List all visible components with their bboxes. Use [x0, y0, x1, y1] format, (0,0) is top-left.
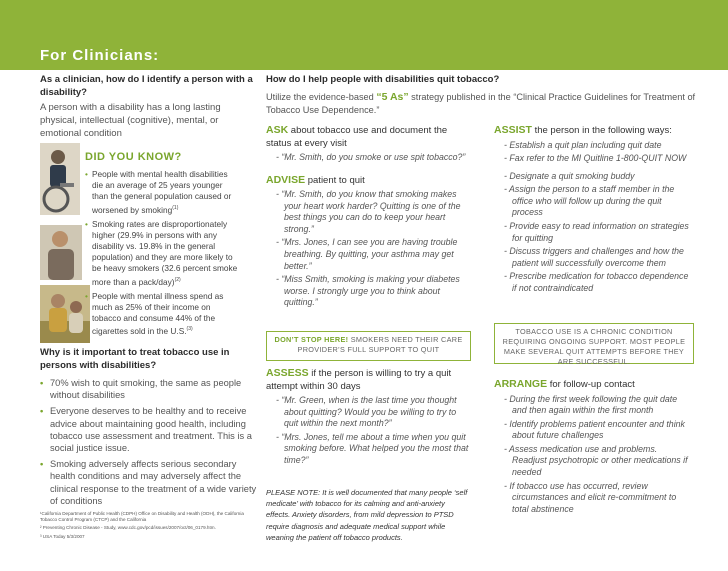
assist-step: - Provide easy to read information on strategies for quitting [504, 221, 689, 243]
advise-example: - “Mr. Smith, do you know that smoking makes your heart work harder? Quitting is one of the best things you can do to keep your heart strong.” [276, 189, 461, 234]
fact-text: People with mental illness spend as much as 25% of their income on tobacco and consume 44% of the cigarettes sold in the U.S. [92, 290, 224, 336]
assess-heading [266, 367, 471, 393]
outdoor-photo-graphic [40, 285, 90, 343]
advise-example: - “Mrs. Jones, I can see you are having trouble breathing. By quitting, your asthma may get better.” [276, 237, 458, 271]
intro-post: strategy published in the “Clinical Practice Guidelines for Treatment of Tobacco Use Dependence.” [266, 92, 696, 115]
advise-key: ADVISE [266, 173, 306, 186]
question-how-help: How do I help people with disabilities quit tobacco? [266, 74, 500, 85]
assist-desc: the person in the following ways: [531, 125, 672, 136]
reason-item: • Everyone deserves to be healthy and to receive advice about maintaining good health, including tobacco use assessment and treatment. This is a social justice issue. [40, 405, 258, 454]
chronic-condition-text: TOBACCO USE IS A CHRONIC CONDITION REQUIRING ONGOING SUPPORT. MOST PEOPLE MAKE SEVERAL QUIT ATTEMPTS BEFORE THEY ARE SUCCESSFUL. [502, 327, 686, 366]
why-section [40, 346, 258, 542]
question-why: Why is it important to treat tobacco use in persons with disabilities? [40, 347, 230, 371]
assist-section [494, 124, 694, 295]
five-as-highlight: “5 As” [376, 91, 409, 103]
chronic-condition-box [494, 323, 694, 364]
fact-item [85, 219, 240, 288]
assess-example: - “Mrs. Jones, tell me about a time when you quit smoking before. What helped you the most that time?” [276, 431, 469, 465]
did-you-know-section [85, 151, 240, 340]
arrange-step: - During the first week following the quit date and then again within the first month [504, 393, 678, 416]
arrange-heading [494, 378, 694, 392]
right-intro [266, 73, 696, 116]
fact-ref: (2) [174, 276, 181, 283]
intro-text [266, 91, 696, 116]
assist-step: - Assign the person to a staff member in the office who will follow up during the quit process [504, 184, 675, 218]
footnote: ³ USA Today 5/3/2007 [40, 533, 85, 539]
arrange-key: ARRANGE [494, 378, 548, 390]
disability-definition: A person with a disability has a long lasting physical, intellectual (cognitive), mental, or emotional condition [40, 102, 221, 139]
ask-advise-column [266, 124, 471, 309]
assess-desc: if the person is willing to try a quit attempt within 30 days [266, 368, 452, 392]
advise-heading [266, 174, 471, 188]
page-title: For Clinicians: [40, 47, 160, 64]
arrange-step: - If tobacco use has occurred, review circumstances and elicit re-commitment to total abstinence [504, 480, 677, 514]
header-banner [0, 0, 728, 70]
please-note [266, 487, 471, 543]
reason-item: • Smoking adversely affects serious secondary health conditions and may adversely affect the clinical response to the treatment of a wide variety of conditions [40, 458, 258, 507]
fact-text: Smoking rates are disproportionately higher (29.9% in persons with any disability vs. 19.8% in the general population) and they are more likely to be heavy smokers (32.6 percent smoke more than a pack/day) [92, 218, 238, 287]
note-text: PLEASE NOTE: It is well documented that many people ‘self medicate’ with tobacco for its calming and anti-anxiety effects. Anxiety disorders, from mild depression to PTSD require diagnosis and adequate medical support while weaning the patient off tobacco products. [266, 488, 468, 542]
fact-item [85, 169, 240, 216]
reason-item: • 70% wish to quit smoking, the same as people without disabilities [40, 377, 258, 401]
ask-desc: about tobacco use and document the status at every visit [266, 125, 448, 149]
assess-example: - “Mr. Green, when is the last time you thought about quitting? Would you be willing to try to quit within the next month?” [276, 395, 457, 429]
footnote: ² Preventing Chronic Disease - Study, www.cdc.gov/pcd/issues/2007/oct/06_0179.htm. [40, 525, 216, 531]
assist-heading [494, 124, 694, 138]
photo-wheelchair-user [40, 143, 80, 215]
assist-step: - Prescribe medication for tobacco dependence if not contraindicated [504, 271, 689, 294]
question-identify: As a clinician, how do I identify a person with a disability? [40, 74, 253, 98]
assist-step: - Discuss triggers and challenges and how the patient will successfully overcome them [504, 246, 684, 268]
assist-step: - Establish a quit plan including quit date [504, 139, 662, 150]
photo-outdoor-people [40, 285, 90, 343]
dont-stop-bold: DON’T STOP HERE! [274, 335, 349, 344]
arrange-step: - Assess medication use and problems. Readjust psychotropic or other medications if needed [504, 443, 688, 478]
wheelchair-photo-graphic [40, 143, 80, 215]
photo-person-indoors [40, 225, 82, 280]
left-column [40, 73, 255, 140]
assist-step: - Fax refer to the MI Quitline 1-800-QUIT NOW [504, 153, 687, 164]
footnote: ¹California Department of Public Health (CDPH) Office on Disability and Health (ODH), the California Tobacco Control Program (CTCP) and the California [40, 511, 244, 523]
fact-ref: (1) [172, 204, 179, 211]
advise-desc: patient to quit [305, 174, 365, 186]
ask-example: - “Mr. Smith, do you smoke or use spit tobacco?” [276, 152, 466, 162]
ask-key: ASK [266, 124, 289, 136]
advise-example: - “Miss Smith, smoking is making your diabetes worse. I strongly urge you to think about quitting.” [276, 274, 460, 308]
ask-heading [266, 124, 471, 150]
arrange-section [494, 378, 694, 515]
arrange-step: - Identify problems patient encounter and think about future challenges [504, 418, 685, 441]
fact-ref: (3) [186, 326, 193, 333]
arrange-desc: for follow-up contact [547, 379, 635, 390]
intro-pre: Utilize the evidence-based [266, 92, 377, 102]
assist-step: - Designate a quit smoking buddy [504, 170, 635, 181]
dont-stop-text: SMOKERS NEED THEIR CARE PROVIDER’S FULL SUPPORT TO QUIT [297, 335, 463, 354]
assess-key: ASSESS [266, 367, 309, 379]
footnotes [40, 511, 258, 540]
fact-item [85, 291, 240, 338]
person-photo-graphic [40, 225, 82, 280]
fact-text: People with mental health disabilities die an average of 25 years younger than the general population caused or worsened by smoking [92, 169, 232, 215]
assist-key: ASSIST [494, 124, 532, 136]
did-you-know-title: DID YOU KNOW? [85, 151, 182, 163]
dont-stop-box [266, 331, 471, 361]
assess-section [266, 367, 471, 467]
